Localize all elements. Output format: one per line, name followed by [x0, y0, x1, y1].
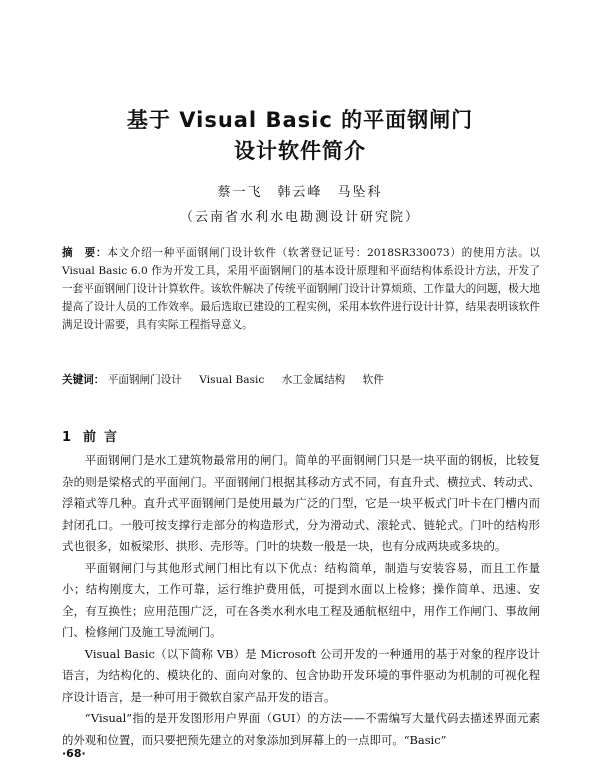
section-heading: [62, 426, 125, 445]
keyword: 软件: [362, 374, 384, 386]
keywords-label: 关键词：: [62, 374, 105, 386]
keyword: 水工金属结构: [281, 374, 346, 386]
paper-title-line-2: 设计软件简介: [234, 139, 366, 163]
body-text: [62, 450, 540, 751]
affiliation: （云南省水利水电勘测设计研究院）: [179, 210, 420, 225]
abstract: [62, 244, 540, 334]
paragraph: 平面钢闸门是水工建筑物最常用的闸门。简单的平面钢闸门只是一块平面的钢板，比较复杂的则是梁格式的平面闸门。平面钢闸门根据其移动方式不同，有直升式、横拉式、转动式、浮箱式等几种。直升式平面钢闸门是使用最为广泛的门型，它是一块平板式门叶卡在门槽内而封闭孔口。一般可按支撑行走部分的构造形式，分为滑动式、滚轮式、链轮式。门叶的结构形式也很多，如板梁形、拱形、壳形等。门叶的块数一般是一块，也有分成两块或多块的。: [62, 453, 540, 553]
abstract-text: 本文介绍一种平面钢闸门设计软件（软著登记证号：2018SR330073）的使用方法。以 Visual Basic 6.0 作为开发工具，采用平面钢闸门的基本设计原理和平面结构体系设计方法，开发了一套平面钢闸门设计计算软件。该软件解决了传统平面钢闸门设计计算烦琐、工作量大的问题，极大地提高了设计人员的工作效率。最后选取已建设的工程实例，采用本软件进行设计计算，结果表明该软件满足设计需要，具有实际工程指导意义。: [62, 247, 540, 331]
keyword: 平面钢闸门设计: [107, 374, 182, 386]
section-number: 1: [62, 430, 72, 445]
keywords: [62, 371, 540, 389]
keyword: Visual Basic: [199, 374, 265, 386]
abstract-label: 摘 要：: [62, 247, 108, 259]
paragraph: “Visual”指的是开发图形用户界面（GUI）的方法——不需编写大量代码去描述界面元素的外观和位置，而只要把预先建立的对象添加到屏幕上的一点即可。“Basic”: [62, 711, 540, 747]
paragraph: 平面钢闸门与其他形式闸门相比有以下优点：结构简单，制造与安装容易，而且工作量小；结构刚度大，工作可靠，运行维护费用低，可提到水面以上检修；操作简单、迅速、安全，有互换性；应用范围广泛，可在各类水利水电工程及通航枢纽中，用作工作闸门、事故闸门、检修闸门及施工导流闸门。: [62, 560, 540, 639]
authors: 蔡一飞 韩云峰 马坠科: [217, 185, 383, 200]
section-name: 前言: [83, 430, 126, 445]
page-number: ·68·: [62, 747, 86, 760]
paragraph: Visual Basic（以下简称 VB）是 Microsoft 公司开发的一种通用的基于对象的程序设计语言，为结构化的、模块化的、面向对象的、包含协助开发环境的事件驱动为机制的可视化程序设计语言，是一种可用于微软自家产品开发的语言。: [62, 646, 540, 704]
paper-title-line-1: 基于 Visual Basic 的平面钢闸门: [126, 108, 474, 132]
